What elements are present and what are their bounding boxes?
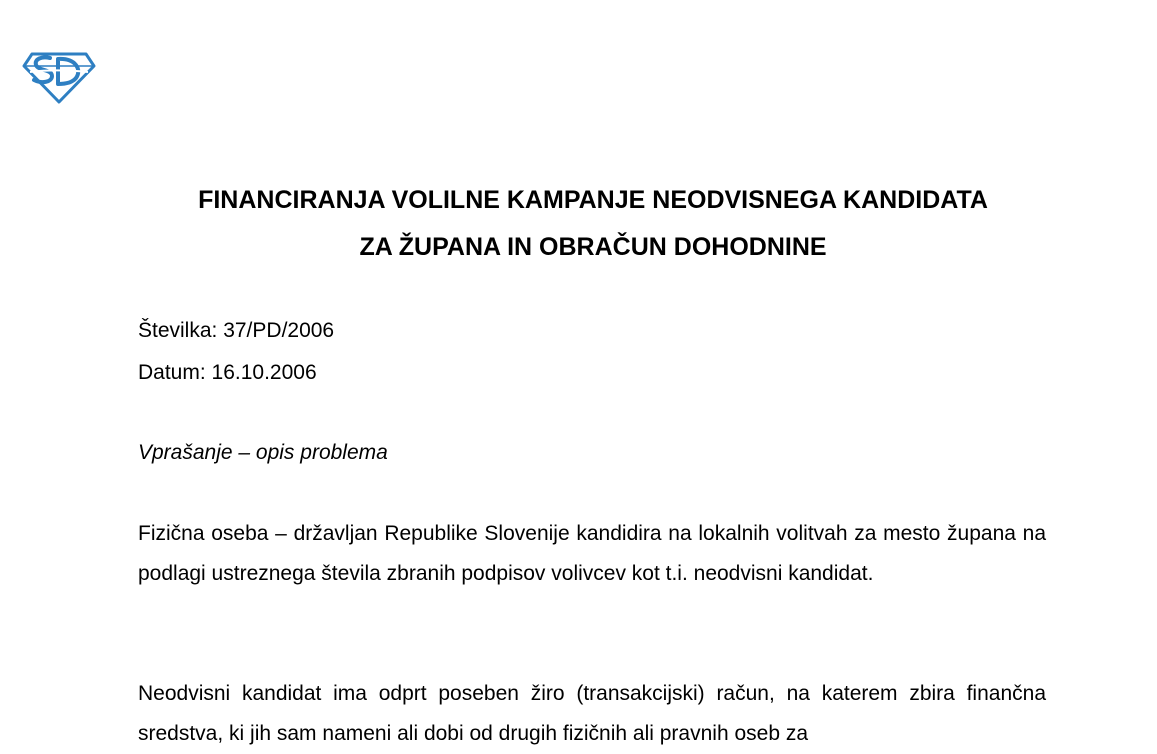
section-heading: Vprašanje – opis problema: [138, 441, 388, 464]
document-title-line-2: ZA ŽUPANA IN OBRAČUN DOHODNINE: [359, 233, 827, 261]
paragraph-2: Neodvisni kandidat ima odprt poseben žiro (transakcijski) račun, na katerem zbira finančna sredstva, ki jih sam nameni ali dobi od drugih fizičnih ali pravnih oseb za: [138, 682, 1046, 745]
document-number: Številka: 37/PD/2006: [138, 319, 335, 342]
sd-logo-icon: [22, 50, 96, 104]
document-title-line-1: FINANCIRANJA VOLILNE KAMPANJE NEODVISNEGA KANDIDATA: [198, 186, 988, 214]
paragraph-1: Fizična oseba – državljan Republike Slovenije kandidira na lokalnih volitvah za mesto župana na podlagi ustreznega števila zbranih podpisov volivcev kot t.i. neodvisni kandidat.: [138, 522, 1046, 585]
document-date: Datum: 16.10.2006: [138, 361, 317, 384]
